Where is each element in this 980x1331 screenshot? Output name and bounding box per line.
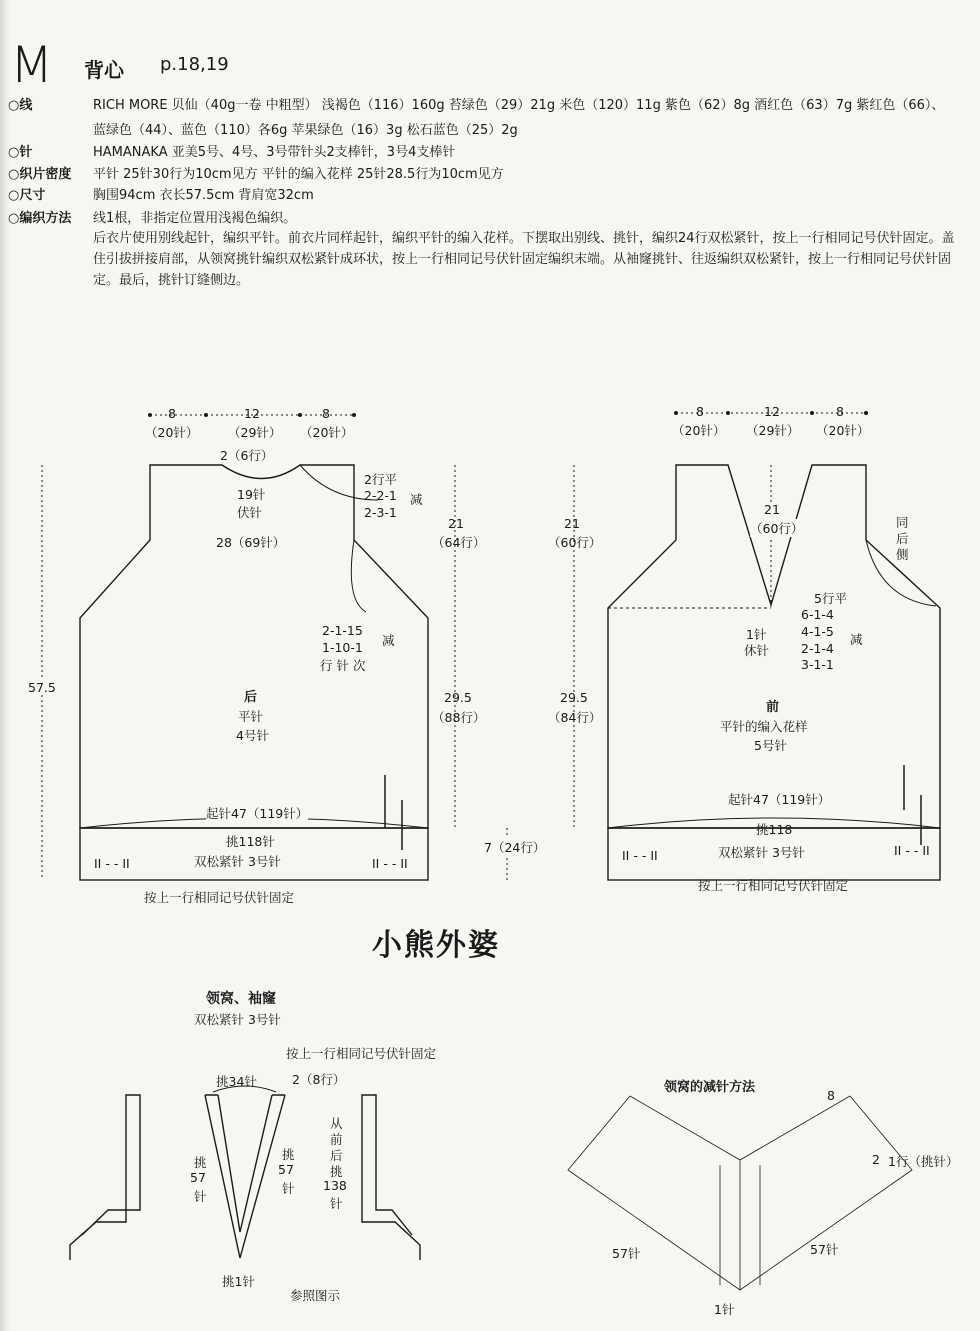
front-v-height: 21 <box>764 502 780 517</box>
decrease-chart-row-2: 2 <box>872 1152 880 1167</box>
back-neck-dec-2: 2-2-1 <box>364 488 397 503</box>
back-width: 28（69针） <box>216 535 286 550</box>
back-top-sts-right: （20针） <box>300 425 354 440</box>
neckline-left-pick-1: 挑 <box>194 1155 207 1170</box>
spec-gauge: 平针 25针30行为10cm见方 平针的编入花样 25针28.5行为10cm见方 <box>93 167 504 182</box>
front-center-hold: 休针 <box>744 643 770 658</box>
spec-label-gauge: ○织片密度 <box>8 167 72 182</box>
front-same-2: 后 <box>896 531 909 546</box>
back-armhole-dec-1: 2-1-15 <box>322 623 363 638</box>
pattern-letter: M <box>10 36 54 94</box>
neckline-left-pick-2: 57 <box>190 1170 206 1185</box>
front-v-dec-4: 2-1-4 <box>801 641 834 656</box>
back-top-sts-mid: （29针） <box>228 425 282 440</box>
back-title: 后 <box>244 690 258 705</box>
neckline-armhole-2: 前 <box>330 1132 343 1147</box>
neckline-right-pick-3: 针 <box>282 1181 295 1196</box>
front-same-3: 侧 <box>896 547 909 562</box>
front-v-dec-label: 减 <box>850 632 863 647</box>
neckline-armhole-3: 后 <box>330 1148 343 1163</box>
back-bind-off: 伏针 <box>237 505 263 520</box>
neckline-armhole-1: 从 <box>330 1116 343 1131</box>
decrease-chart-left-sts: 57针 <box>612 1246 641 1261</box>
neckline-sketch-left <box>70 1095 140 1260</box>
front-stitch: 平针的编入花样 <box>720 719 808 734</box>
back-rib-mark-right: II - - II <box>372 856 408 871</box>
back-neck-depth: 2（6行） <box>220 448 274 463</box>
method-paragraph: 后衣片使用别线起针，编织平针。前衣片同样起针，编织平针的编入花样。下摆取出别线、挑针，编织24行双松紧针，按上一行相同记号伏针固定。盖住引拔拼接肩部，从领窝挑针编织双松紧针成环状，按上一行相同记号伏针固定编织末端。从袖窿挑针、往返编织双松紧针，按上一行相同记号伏针固定。最后，挑针订缝侧边。 <box>93 231 955 288</box>
pattern-title: 背心 <box>84 58 124 82</box>
neckline-v <box>205 1095 285 1258</box>
neckline-ref: 参照图示 <box>290 1288 341 1303</box>
spec-label-size: ○尺寸 <box>8 188 46 203</box>
back-upper-rows: （64行） <box>432 535 486 550</box>
decrease-chart-right-sts: 57针 <box>810 1242 839 1257</box>
back-top-dim-left: 8 <box>168 406 176 421</box>
spec-label-needles: ○针 <box>8 145 33 160</box>
front-rib: 双松紧针 3号针 <box>718 845 805 860</box>
back-lower-height: 29.5 <box>444 690 472 705</box>
front-v-dec-2: 6-1-4 <box>801 607 834 622</box>
spec-label-method: ○编织方法 <box>8 211 72 226</box>
front-upper-height: 21 <box>564 516 580 531</box>
back-neck-dec-1: 2行平 <box>364 472 397 487</box>
neckline-subtitle: 双松紧针 3号针 <box>194 1012 281 1027</box>
neckline-sketch-right <box>362 1095 420 1260</box>
neckline-armhole-5: 138 <box>323 1178 347 1193</box>
front-top-dim-left: 8 <box>696 404 704 419</box>
front-rib-mark-right: II - - II <box>894 843 930 858</box>
front-top-dim-mid: 12 <box>764 404 780 419</box>
back-rib-note: 按上一行相同记号伏针固定 <box>144 890 295 905</box>
rib-height: 7（24行） <box>484 840 546 855</box>
spec-needles: HAMANAKA 亚美5号、4号、3号带针头2支棒针，3号4支棒针 <box>93 145 456 160</box>
back-top-sts-left: （20针） <box>145 425 199 440</box>
front-v-dec-5: 3-1-1 <box>801 657 834 672</box>
spec-size: 胸围94cm 衣长57.5cm 背肩宽32cm <box>93 188 314 203</box>
neckline-center-pick: 挑1针 <box>222 1274 255 1289</box>
neckline-note: 按上一行相同记号伏针固定 <box>286 1046 437 1061</box>
back-armhole-dec-3: 行 针 次 <box>320 658 366 673</box>
neckline-right-pick-1: 挑 <box>282 1147 295 1162</box>
front-rib-mark-left: II - - II <box>622 848 658 863</box>
neckline-back-pickup: 挑34针 <box>216 1074 257 1089</box>
back-armhole-dec-label: 减 <box>382 633 395 648</box>
decrease-chart-row-8: 8 <box>827 1088 835 1103</box>
back-lower-rows: （88行） <box>432 710 486 725</box>
back-neck-sts: 19针 <box>237 487 266 502</box>
neckline-depth: 2（8行） <box>292 1072 346 1087</box>
neckline-left-pick-3: 针 <box>194 1189 207 1204</box>
back-cast-on: 起针47（119针） <box>206 806 309 821</box>
decrease-chart-title: 领窝的减针方法 <box>664 1080 756 1095</box>
front-needle: 5号针 <box>754 738 787 753</box>
front-rib-note: 按上一行相同记号伏针固定 <box>698 878 849 893</box>
front-lower-height: 29.5 <box>560 690 588 705</box>
spec-label-yarn: ○线 <box>8 98 33 113</box>
front-top-sts-mid: （29针） <box>746 423 800 438</box>
spec-method: 线1根，非指定位置用浅褐色编织。 <box>93 211 297 226</box>
front-center-sts: 1针 <box>746 627 767 642</box>
decrease-chart-center-st: 1针 <box>714 1302 735 1317</box>
back-stitch: 平针 <box>238 709 264 724</box>
front-v-dec-1: 5行平 <box>814 591 847 606</box>
front-pickup: 挑118 <box>756 822 793 837</box>
front-same-1: 同 <box>896 515 909 530</box>
back-armhole-dec-2: 1-10-1 <box>322 640 363 655</box>
front-top-sts-right: （20针） <box>816 423 870 438</box>
back-neck-dec-3: 2-3-1 <box>364 505 397 520</box>
decrease-chart-row-1: 1行（挑针） <box>888 1154 959 1169</box>
back-top-dim-mid: 12 <box>244 406 260 421</box>
page-reference: p.18,19 <box>160 54 229 75</box>
back-rib: 双松紧针 3号针 <box>194 854 281 869</box>
back-pickup: 挑118针 <box>226 834 275 849</box>
front-lower-rows: （84行） <box>548 710 602 725</box>
neckline-right-pick-2: 57 <box>278 1162 294 1177</box>
front-upper-rows: （60行） <box>548 535 602 550</box>
neckline-armhole-4: 挑 <box>330 1164 343 1179</box>
front-cast-on: 起针47（119针） <box>728 792 831 807</box>
neckline-armhole-6: 针 <box>330 1196 343 1211</box>
front-title: 前 <box>766 700 780 715</box>
back-neck-dec-label: 减 <box>410 492 423 507</box>
front-top-dim-right: 8 <box>836 404 844 419</box>
back-needle: 4号针 <box>236 728 269 743</box>
front-v-rows: （60行） <box>750 521 804 536</box>
front-v-dec-3: 4-1-5 <box>801 624 834 639</box>
back-rib-mark-left: II - - II <box>94 856 130 871</box>
total-length: 57.5 <box>28 680 56 695</box>
back-upper-height: 21 <box>448 516 464 531</box>
watermark-logo: 小熊外婆 <box>372 928 500 963</box>
neckline-title: 领窝、袖窿 <box>206 991 276 1007</box>
spec-yarn-line-2: 蓝绿色（44）、蓝色（110）各6g 苹果绿色（16）3g 松石蓝色（25）2g <box>93 123 518 138</box>
spec-yarn-line-1: RICH MORE 贝仙（40g一卷 中粗型） 浅褐色（116）160g 苔绿色（29）21g 米色（120）11g 紫色（62）8g 酒红色（63）7g 紫红色（66）、 <box>93 98 945 113</box>
front-top-sts-left: （20针） <box>672 423 726 438</box>
back-top-dim-right: 8 <box>322 406 330 421</box>
